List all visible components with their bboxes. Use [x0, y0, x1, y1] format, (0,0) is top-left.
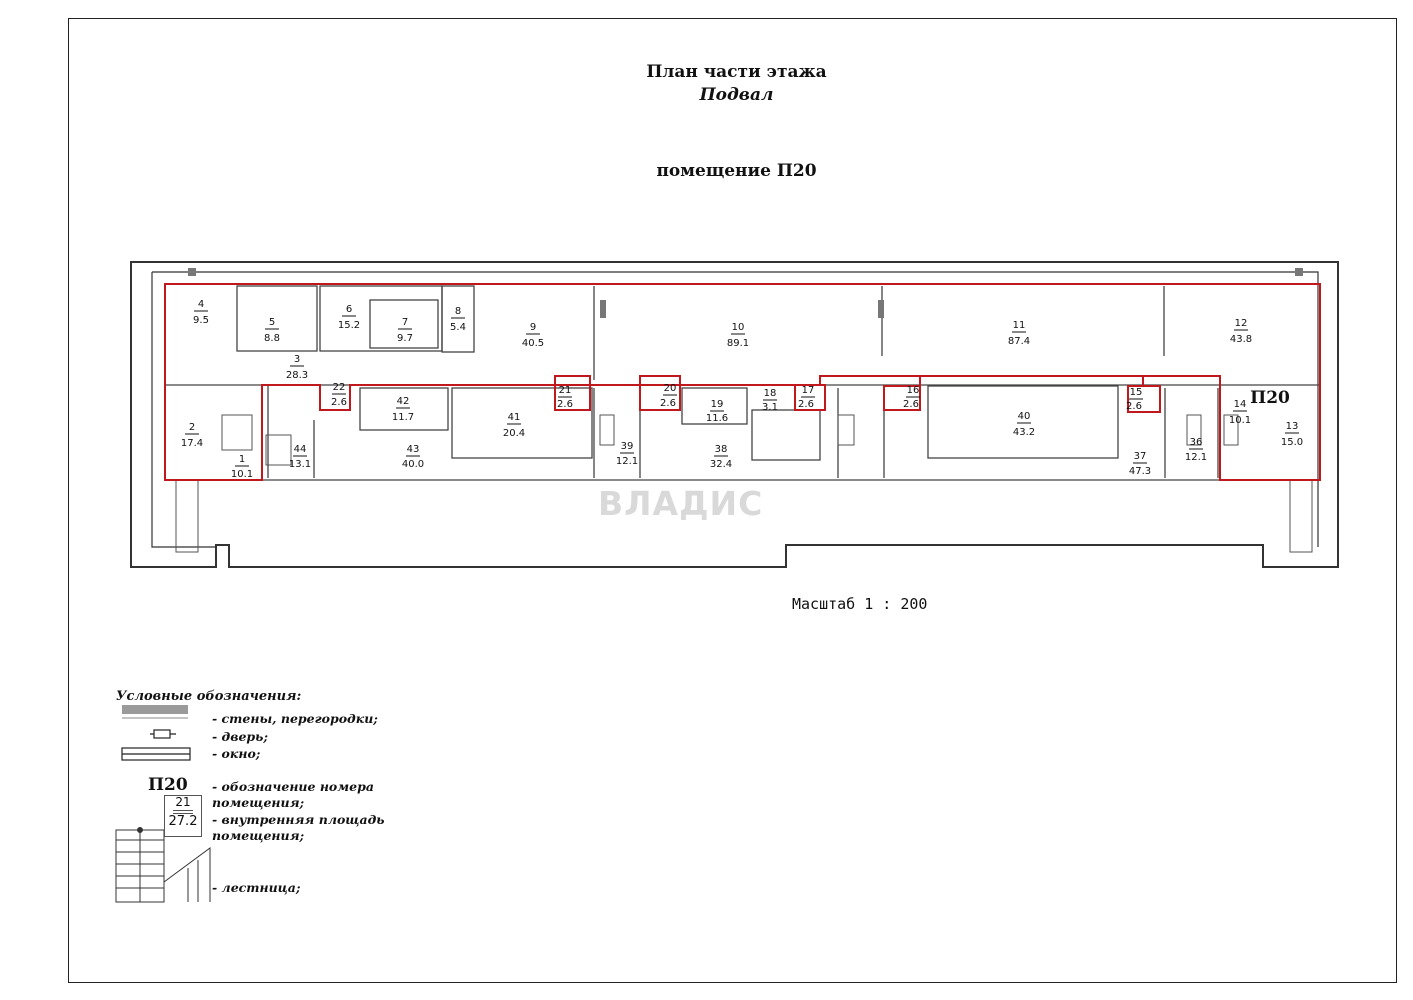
window-symbol [122, 748, 190, 760]
room-37 [1129, 451, 1151, 477]
room-2 [181, 422, 203, 449]
legend-window: - окно; [212, 746, 261, 761]
floor-name: Подвал [699, 85, 774, 105]
room-no: 12 [1234, 318, 1248, 329]
wall-symbol [122, 705, 188, 714]
room-area: 17.4 [180, 438, 204, 449]
legend-code-desc-2: помещения; [212, 795, 305, 810]
room-42 [392, 396, 414, 423]
room-no: 14 [1233, 399, 1247, 410]
room-no: 36 [1189, 437, 1203, 448]
room-no: 19 [710, 399, 724, 410]
room-41 [503, 412, 525, 439]
room-9 [522, 322, 544, 349]
room-area: 20.4 [502, 428, 526, 439]
room-43 [402, 444, 424, 470]
stairs-symbol [116, 828, 210, 903]
room-no: 43 [406, 444, 420, 455]
room-no: 7 [401, 317, 409, 328]
room-area: 2.6 [331, 397, 347, 408]
room-12 [1230, 318, 1252, 345]
room-area: 28.3 [285, 370, 309, 381]
room-no: 11 [1012, 320, 1026, 331]
premise-code-label: П20 [1250, 388, 1290, 408]
legend-walls: - стены, перегородки; [212, 711, 378, 726]
watermark: ВЛАДИС [598, 484, 764, 523]
room-no: 2 [188, 422, 196, 433]
legend-sample-no: 21 [175, 795, 191, 809]
room-no: 1 [238, 454, 246, 465]
legend-area-desc-1: - внутренняя площадь [212, 812, 385, 827]
legend-door: - дверь; [212, 729, 268, 744]
room-no: 44 [293, 444, 307, 455]
scale-label: Масштаб 1 : 200 [792, 595, 928, 613]
room-area: 13.1 [288, 459, 312, 470]
room-38 [710, 444, 732, 470]
room-area: 10.1 [1228, 415, 1252, 426]
room-area: 47.3 [1128, 466, 1152, 477]
room-1 [231, 454, 253, 480]
legend-title: Условные обозначения: [116, 689, 302, 704]
room-area: 2.6 [1126, 401, 1142, 412]
room-no: 21 [558, 385, 572, 396]
room-no: 37 [1133, 451, 1147, 462]
room-area: 43.2 [1012, 427, 1036, 438]
room-no: 20 [663, 383, 677, 394]
room-no: 8 [454, 306, 462, 317]
room-area: 8.8 [264, 333, 280, 344]
room-no: 10 [731, 322, 745, 333]
room-area: 12.1 [1184, 452, 1208, 463]
room-10 [727, 322, 749, 349]
room-area: 11.6 [705, 413, 729, 424]
room-6 [338, 304, 360, 331]
room-no: 15 [1129, 387, 1143, 398]
room-area: 15.0 [1280, 437, 1304, 448]
room-19 [706, 399, 728, 424]
room-area: 11.7 [391, 412, 415, 423]
room-21 [557, 385, 573, 410]
room-no: 38 [714, 444, 728, 455]
room-17 [798, 385, 815, 410]
room-8 [450, 306, 466, 333]
room-no: 42 [396, 396, 410, 407]
legend-area-sample [164, 795, 202, 837]
room-no: 4 [197, 299, 205, 310]
room-no: 17 [801, 385, 815, 396]
room-area: 3.1 [762, 402, 778, 413]
room-no: 5 [268, 317, 276, 328]
room-area: 2.6 [660, 398, 676, 409]
room-36 [1185, 437, 1207, 463]
room-no: 40 [1017, 411, 1031, 422]
room-5 [264, 317, 280, 344]
room-area: 40.5 [521, 338, 545, 349]
room-14 [1229, 399, 1251, 426]
room-area: 2.6 [798, 399, 814, 410]
room-no: 41 [507, 412, 521, 423]
room-area: 15.2 [337, 320, 361, 331]
room-22 [331, 382, 347, 408]
room-no: 18 [763, 388, 777, 399]
room-area: 87.4 [1007, 336, 1031, 347]
room-18 [762, 388, 778, 413]
room-no: 13 [1285, 421, 1299, 432]
room-16 [903, 385, 920, 410]
room-4 [193, 299, 209, 326]
room-area: 2.6 [903, 399, 919, 410]
room-area: 2.6 [557, 399, 573, 410]
room-no: 22 [332, 382, 346, 393]
room-20 [660, 383, 677, 409]
room-area: 10.1 [230, 469, 254, 480]
room-area: 32.4 [709, 459, 733, 470]
room-area: 9.7 [397, 333, 413, 344]
room-no: 39 [620, 441, 634, 452]
room-7 [397, 317, 413, 344]
room-44 [289, 444, 311, 470]
room-13 [1281, 421, 1303, 448]
room-area: 43.8 [1229, 334, 1253, 345]
legend-stairs: - лестница; [212, 880, 301, 895]
legend-code-desc-1: - обозначение номера [212, 779, 374, 794]
room-area: 89.1 [726, 338, 750, 349]
legend-code-sample: П20 [148, 775, 188, 795]
room-3 [286, 354, 308, 381]
room-no: 9 [529, 322, 537, 333]
plan-title: План части этажа [646, 62, 827, 82]
door-symbol [150, 730, 176, 738]
room-area: 12.1 [615, 456, 639, 467]
room-40 [1013, 411, 1035, 438]
room-39 [616, 441, 638, 467]
premise-title: помещение П20 [656, 161, 817, 181]
legend-area-desc-2: помещения; [212, 828, 305, 843]
room-no: 6 [345, 304, 353, 315]
room-11 [1008, 320, 1030, 347]
room-area: 9.5 [193, 315, 209, 326]
room-area: 5.4 [450, 322, 466, 333]
legend-sample-area: 27.2 [168, 814, 198, 829]
room-no: 16 [906, 385, 920, 396]
columns [188, 268, 1303, 318]
room-area: 40.0 [401, 459, 425, 470]
room-no: 3 [293, 354, 301, 365]
